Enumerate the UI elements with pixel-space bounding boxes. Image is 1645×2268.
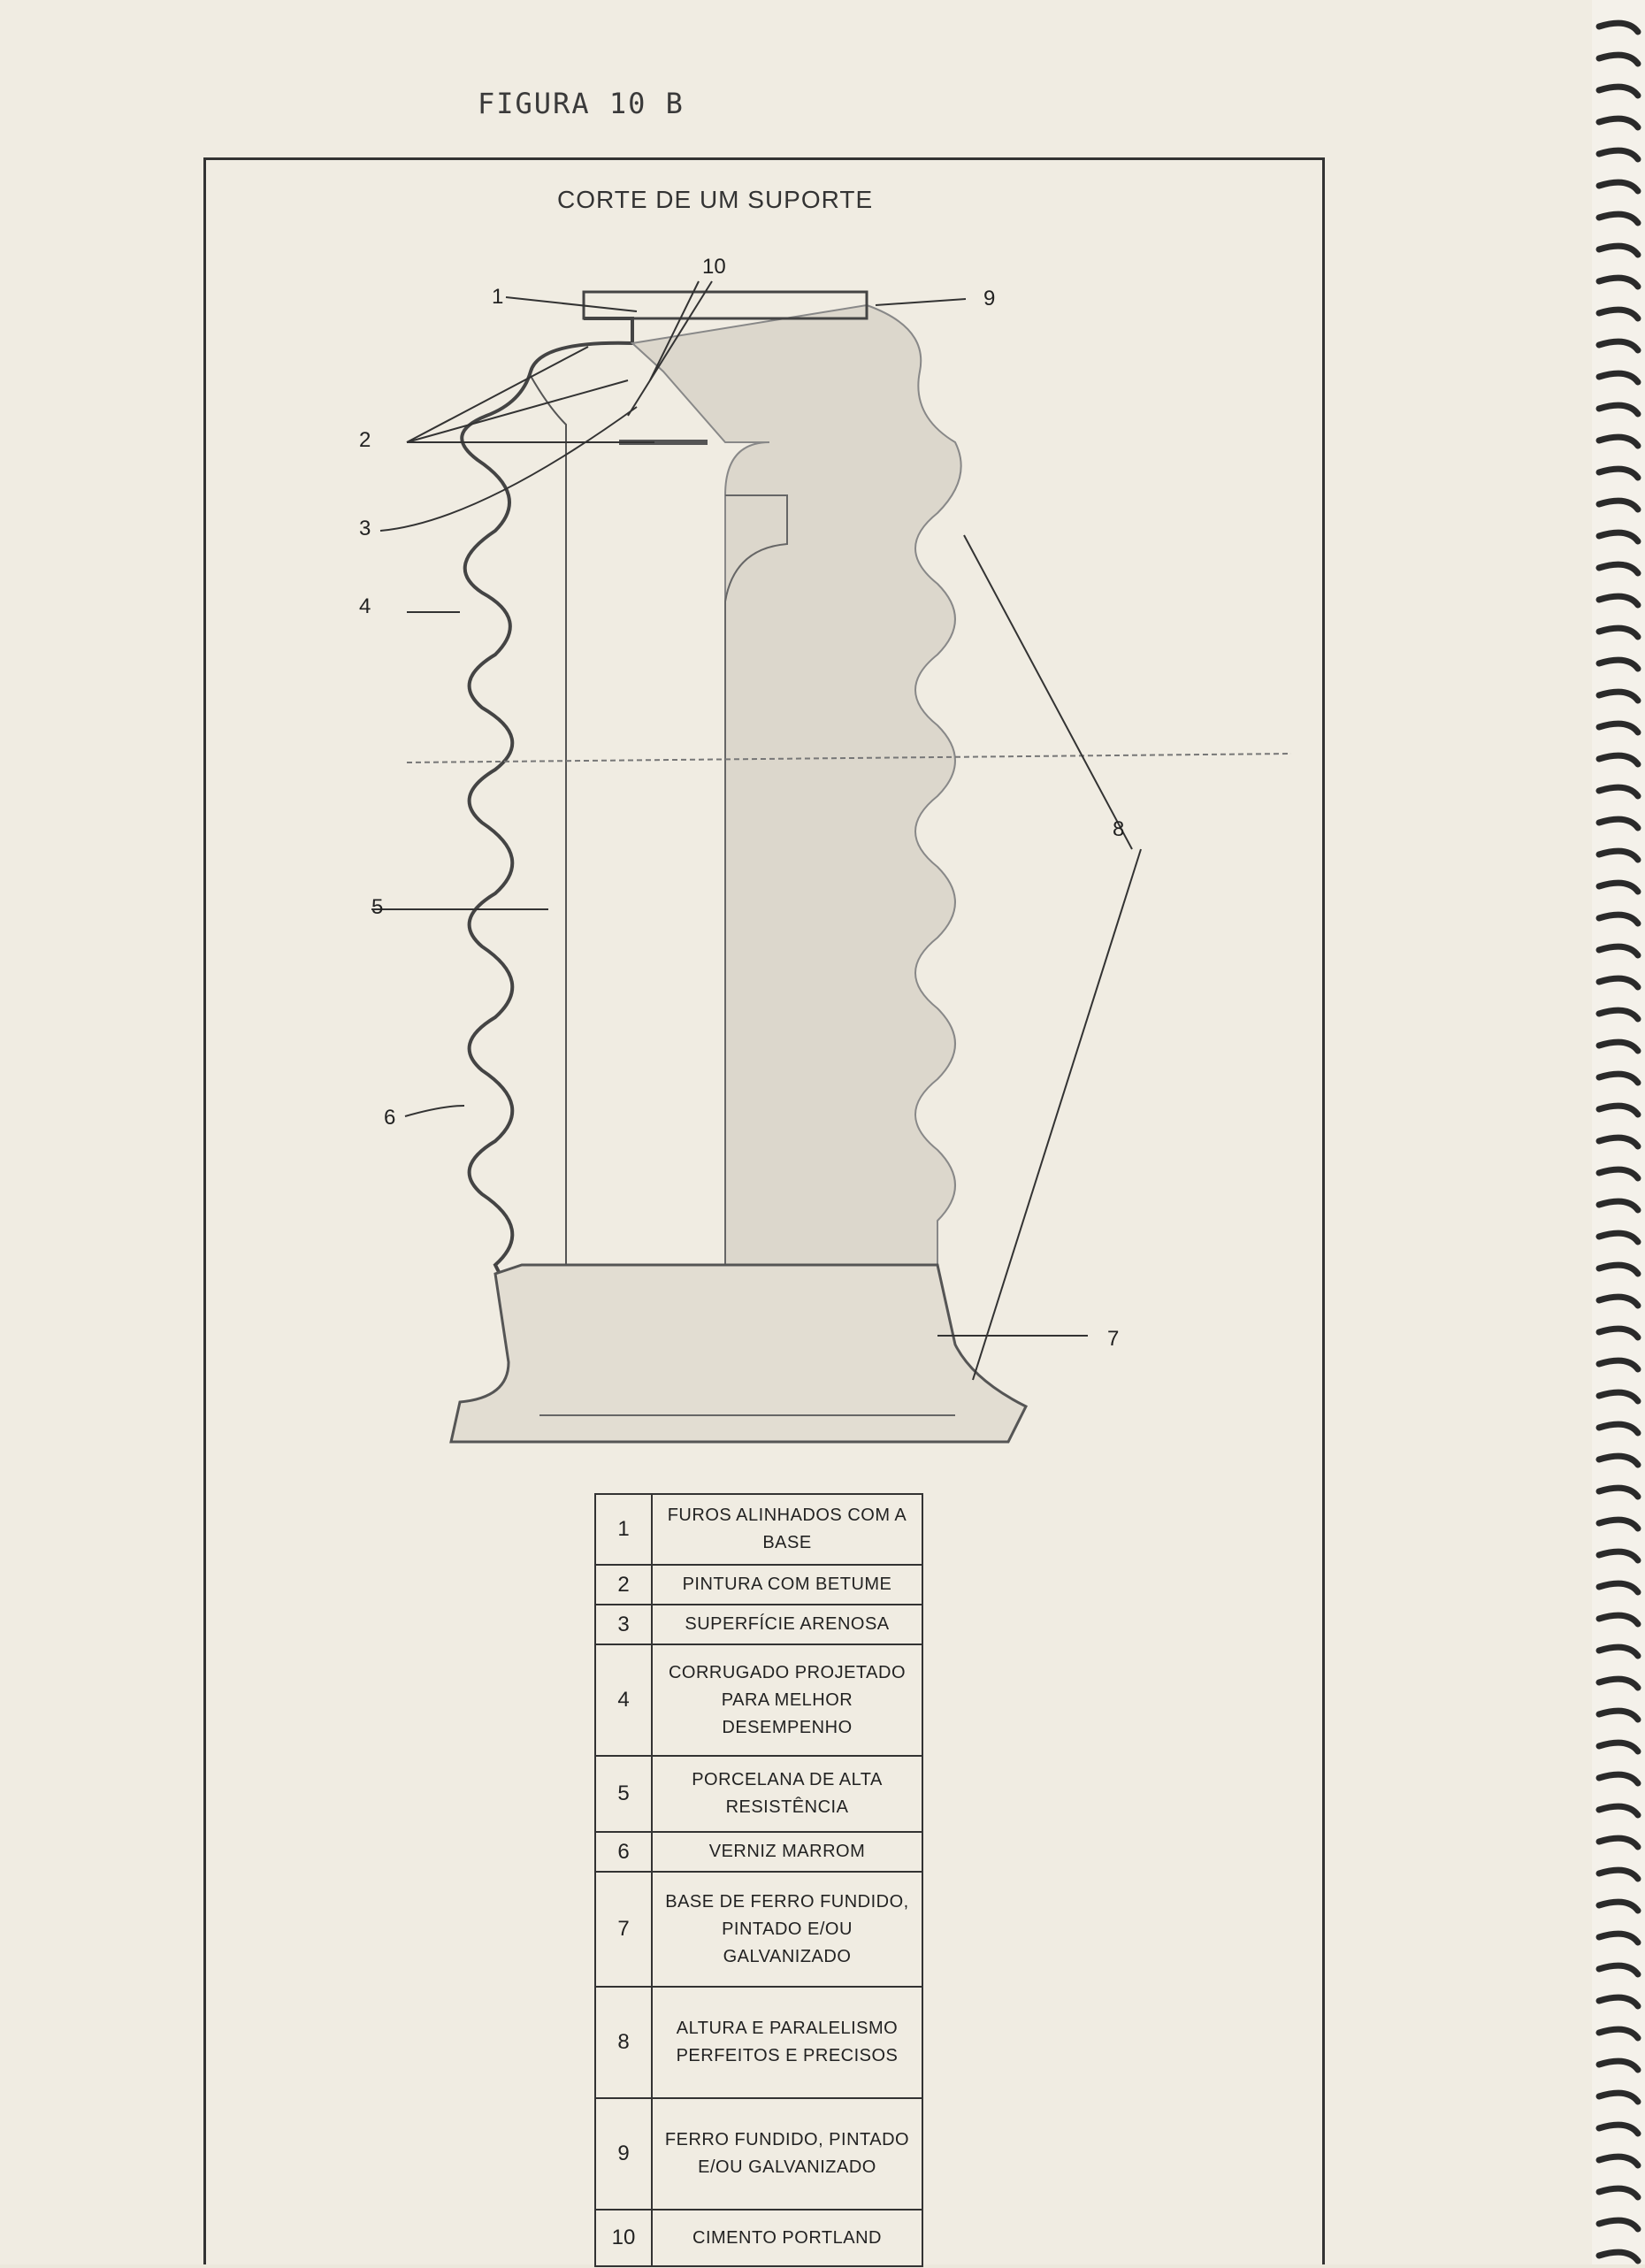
legend-text: PORCELANA DE ALTA RESISTÊNCIA <box>652 1756 922 1832</box>
legend-row <box>595 2210 922 2266</box>
legend-row <box>595 2098 922 2210</box>
legend-text: PINTURA COM BETUME <box>652 1565 922 1605</box>
callout-5: 5 <box>371 895 384 919</box>
callout-6: 6 <box>384 1106 396 1130</box>
diagram-title: CORTE DE UM SUPORTE <box>557 186 874 213</box>
legend-number: 5 <box>595 1756 652 1832</box>
legend-number: 6 <box>595 1832 652 1872</box>
legend-table <box>594 1493 923 2267</box>
legend-number: 7 <box>595 1872 652 1987</box>
callout-10: 10 <box>702 255 726 279</box>
legend-row <box>595 1644 922 1756</box>
legend-number: 4 <box>595 1644 652 1756</box>
legend-number: 8 <box>595 1987 652 2098</box>
legend-row <box>595 1832 922 1872</box>
legend-text: CIMENTO PORTLAND <box>652 2210 922 2266</box>
legend-text: SUPERFÍCIE ARENOSA <box>652 1605 922 1644</box>
legend-text: BASE DE FERRO FUNDIDO, PINTADO E/OU GALVANIZADO <box>652 1872 922 1987</box>
callout-8: 8 <box>1113 817 1125 841</box>
legend-row <box>595 1565 922 1605</box>
legend-number: 9 <box>595 2098 652 2210</box>
porcelain-right-body <box>632 305 961 1265</box>
legend-row <box>595 1605 922 1644</box>
callout-2: 2 <box>359 428 371 452</box>
legend-text: FERRO FUNDIDO, PINTADO E/OU GALVANIZADO <box>652 2098 922 2210</box>
legend-text: CORRUGADO PROJETADO PARA MELHOR DESEMPENHO <box>652 1644 922 1756</box>
legend-number: 10 <box>595 2210 652 2266</box>
legend-row <box>595 1756 922 1832</box>
porcelain-inner-wall <box>531 376 566 1265</box>
legend-text: FUROS ALINHADOS COM A BASE <box>652 1494 922 1565</box>
callout-3: 3 <box>359 517 371 540</box>
figure-label: FIGURA 10 B <box>478 87 685 120</box>
callout-7: 7 <box>1107 1327 1120 1351</box>
legend-number: 2 <box>595 1565 652 1605</box>
legend-row <box>595 1987 922 2098</box>
legend-row <box>595 1494 922 1565</box>
callout-1: 1 <box>492 285 504 309</box>
legend-number: 3 <box>595 1605 652 1644</box>
callout-4: 4 <box>359 594 371 618</box>
legend-text: VERNIZ MARROM <box>652 1832 922 1872</box>
legend-text: ALTURA E PARALELISMO PERFEITOS E PRECISOS <box>652 1987 922 2098</box>
legend-number: 1 <box>595 1494 652 1565</box>
porcelain-outer-profile <box>462 318 632 1274</box>
callout-9: 9 <box>983 287 996 310</box>
legend-row <box>595 1872 922 1987</box>
